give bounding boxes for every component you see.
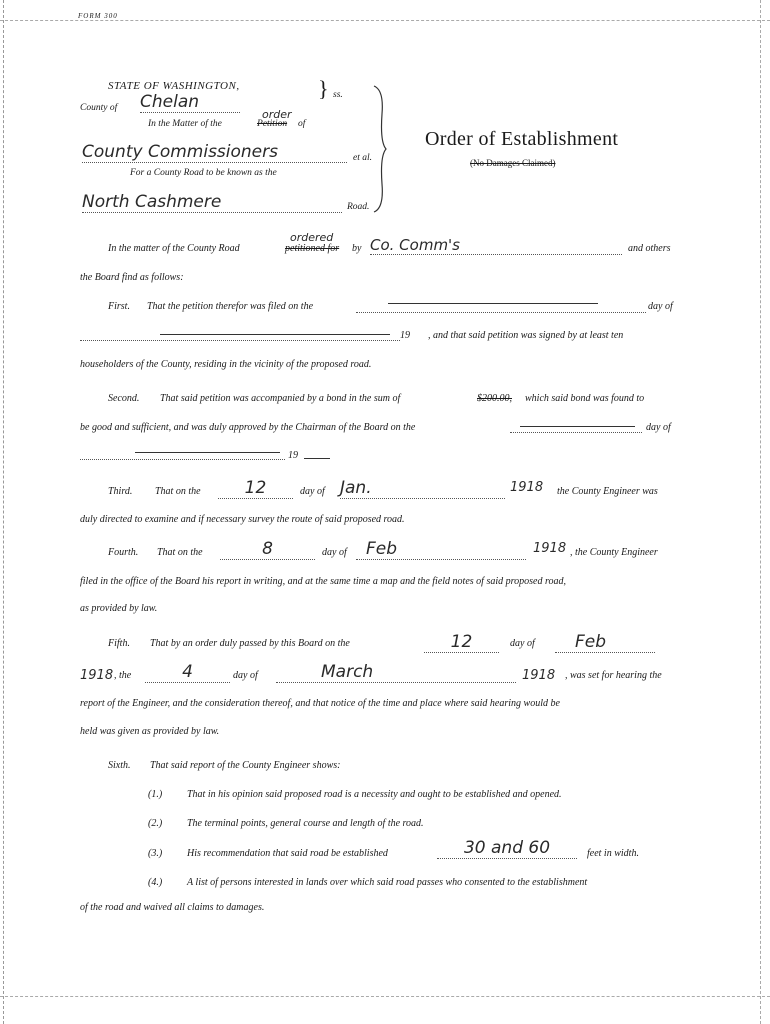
sixth-item4-text: A list of persons interested in lands over which said road passes who consented to the establishment <box>187 877 588 888</box>
second-text2: which said bond was found to <box>525 393 645 404</box>
second-date-blank <box>510 432 642 433</box>
third-day: 12 <box>218 478 293 499</box>
third-day-of: day of <box>300 486 325 497</box>
second-text3: be good and sufficient, and was duly approved by the Chairman of the Board on the <box>80 422 416 433</box>
fifth-year1: 1918 <box>80 668 114 683</box>
road-suffix: Road. <box>347 202 370 212</box>
top-edge-line <box>0 20 770 22</box>
road-caption: For a County Road to be known as the <box>130 168 277 178</box>
second-date-strike <box>520 426 635 427</box>
fifth-day-of2: day of <box>233 670 258 681</box>
first-text3: householders of the County, residing in the vicinity of the proposed road. <box>80 359 372 370</box>
fourth-day-of: day of <box>322 547 347 558</box>
fifth-day-of: day of <box>510 638 535 649</box>
bottom-edge-line <box>0 996 770 998</box>
fifth-year2: 1918 <box>522 668 556 683</box>
fifth-text4: held was given as provided by law. <box>80 726 220 737</box>
second-month-blank <box>80 459 285 460</box>
fourth-text2: , the County Engineer <box>570 547 658 558</box>
first-month-blank <box>80 340 400 341</box>
fifth-month2: March <box>276 662 516 683</box>
document-subtitle: (No Damages Claimed) <box>470 158 556 168</box>
document-title: Order of Establishment <box>425 128 619 150</box>
sixth-width-value: 30 and 60 <box>437 838 577 859</box>
ss-label: ss. <box>333 90 343 100</box>
first-year: 19 <box>400 330 410 341</box>
sixth-item3-num: (3.) <box>148 848 163 859</box>
county-prefix: County of <box>80 103 118 113</box>
intro-prefix: In the matter of the County Road <box>108 243 240 254</box>
second-day-of: day of <box>646 422 671 433</box>
sixth-item1-text: That in his opinion said proposed road is a necessity and ought to be established and opened. <box>187 789 562 800</box>
fifth-text3: report of the Engineer, and the consideration thereof, and that notice of the time and place where said hearing would be <box>80 698 560 709</box>
fifth-day2: 4 <box>145 662 230 683</box>
fourth-year: 1918 <box>533 541 567 556</box>
sixth-item1-num: (1.) <box>148 789 163 800</box>
first-date-strike <box>388 303 598 304</box>
road-name-value: North Cashmere <box>82 192 342 213</box>
sixth-item3-text: His recommendation that said road be established <box>187 848 388 859</box>
fifth-day: 12 <box>424 632 499 653</box>
first-month-strike <box>160 334 390 335</box>
matter-struck: Petition <box>257 119 288 129</box>
first-label: First. <box>108 301 130 312</box>
form-number: FORM 300 <box>78 12 118 20</box>
second-amount-struck: $200.00, <box>477 393 512 404</box>
fifth-month: Feb <box>555 632 655 653</box>
sixth-item2-text: The terminal points, general course and length of the road. <box>187 818 424 829</box>
et-al: et al. <box>353 153 372 163</box>
first-date-blank <box>356 312 646 313</box>
brace-ss: } <box>318 76 329 101</box>
fourth-day: 8 <box>220 539 315 560</box>
matter-suffix: of <box>298 119 306 129</box>
first-text1: That the petition therefor was filed on the <box>147 301 314 312</box>
third-month: Jan. <box>340 478 505 499</box>
sixth-text1: That said report of the County Engineer shows: <box>150 760 341 771</box>
intro-inserted: ordered <box>290 231 334 244</box>
second-text1: That said petition was accompanied by a bond in the sum of <box>160 393 401 404</box>
left-edge-line <box>3 0 5 1024</box>
intro-suffix: and others <box>628 243 671 254</box>
sixth-last: of the road and waived all claims to damages. <box>80 902 265 913</box>
right-edge-line <box>760 0 762 1024</box>
first-text2: , and that said petition was signed by at least ten <box>428 330 624 341</box>
first-day-of: day of <box>648 301 673 312</box>
third-text3: duly directed to examine and if necessary survey the route of said proposed road. <box>80 514 405 525</box>
matter-inserted: order <box>262 108 292 121</box>
sixth-item3-suffix: feet in width. <box>587 848 639 859</box>
petitioner-value: County Commissioners <box>82 142 347 163</box>
second-label: Second. <box>108 393 140 404</box>
third-text2: the County Engineer was <box>557 486 658 497</box>
fourth-text3: filed in the office of the Board his report in writing, and at the same time a map and the field notes of said proposed road, <box>80 576 566 587</box>
fifth-label: Fifth. <box>108 638 130 649</box>
intro-by-value: Co. Comm's <box>370 236 622 255</box>
intro-by: by <box>352 243 362 254</box>
fourth-month: Feb <box>356 539 526 560</box>
matter-prefix: In the Matter of the <box>148 119 222 129</box>
sixth-item4-num: (4.) <box>148 877 163 888</box>
third-label: Third. <box>108 486 133 497</box>
fourth-label: Fourth. <box>108 547 139 558</box>
fourth-text1: That on the <box>157 547 203 558</box>
fifth-text2: , was set for hearing the <box>565 670 662 681</box>
sixth-item2-num: (2.) <box>148 818 163 829</box>
caption-brace <box>370 84 390 214</box>
sixth-label: Sixth. <box>108 760 131 771</box>
second-year-strike <box>304 458 330 459</box>
intro-struck: petitioned for <box>285 243 340 254</box>
state-heading: STATE OF WASHINGTON, <box>108 80 240 92</box>
third-year: 1918 <box>510 480 544 495</box>
second-year: 19 <box>288 450 298 461</box>
fifth-text1: That by an order duly passed by this Board on the <box>150 638 350 649</box>
county-value: Chelan <box>140 92 240 113</box>
third-text1: That on the <box>155 486 201 497</box>
fifth-the: , the <box>114 670 132 681</box>
fourth-text4: as provided by law. <box>80 603 158 614</box>
intro-line2: the Board find as follows: <box>80 272 184 283</box>
second-month-strike <box>135 452 280 453</box>
